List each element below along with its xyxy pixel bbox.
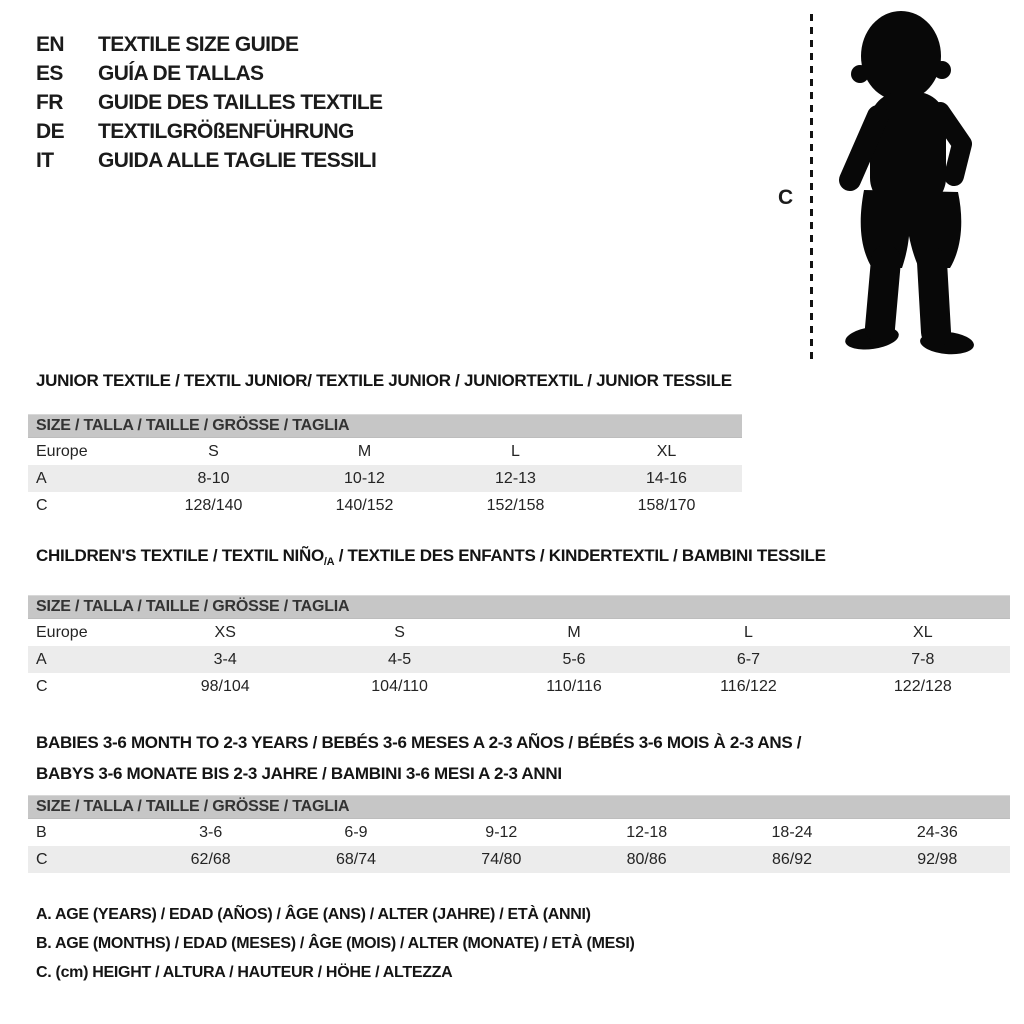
legend-line: C. (cm) HEIGHT / ALTURA / HAUTEUR / HÖHE / ALTEZZA [36,964,453,981]
section-title-line: BABYS 3-6 MONATE BIS 2-3 JAHRE / BAMBINI 3-6 MESI A 2-3 ANNI [36,764,562,783]
section-title-text: CHILDREN'S TEXTILE / TEXTIL NIÑO [36,546,324,565]
size-cell: 6-9 [344,823,368,841]
size-cell: 8-10 [197,469,230,487]
size-cell: 5-6 [562,650,586,668]
table-row [28,646,1010,673]
size-cell: L [511,442,520,460]
size-header-bar: SIZE / TALLA / TAILLE / GRÖSSE / TAGLIA [28,595,1010,619]
size-cell: L [743,623,753,641]
section-babies [28,727,1010,873]
height-measure-label: C [778,186,794,209]
language-title: GUIDA ALLE TAGLIE TESSILI [98,148,377,172]
table-row [28,438,742,465]
section-title-babies [36,727,1010,789]
row-label: C [36,496,48,514]
height-measure-dashed-line [810,14,813,359]
size-cell: XL [913,623,933,641]
size-cell: 116/122 [720,677,777,695]
language-row [36,30,382,59]
table-row [28,492,742,519]
size-cell: 14-16 [646,469,687,487]
row-label: Europe [36,623,88,641]
section-children [28,546,1010,700]
size-table-junior [28,438,742,519]
size-cell: 7-8 [911,650,935,668]
size-cell: 62/68 [190,850,231,868]
language-row [36,117,382,146]
size-cell: 18-24 [771,823,813,841]
row-label: A [36,469,47,487]
table-row [28,673,1010,700]
row-label: A [36,650,47,668]
size-cell: 12-13 [495,469,536,487]
size-cell: 12-18 [626,823,668,841]
row-label: C [36,677,48,695]
table-row [28,465,742,492]
size-cell: 3-4 [213,650,237,668]
language-row [36,146,382,175]
size-table-children [28,619,1010,700]
section-title-line: BABIES 3-6 MONTH TO 2-3 YEARS / BEBÉS 3-6 MESES A 2-3 AÑOS / BÉBÉS 3-6 MOIS À 2-3 ANS / [36,733,802,752]
size-cell: 110/116 [546,677,602,695]
section-title-text: / TEXTILE DES ENFANTS / KINDERTEXTIL / BAMBINI TESSILE [334,546,826,565]
language-row [36,59,382,88]
size-cell: XS [214,623,236,641]
size-cell: 68/74 [335,850,377,868]
language-title: TEXTILE SIZE GUIDE [98,32,299,56]
size-cell: 24-36 [916,823,958,841]
size-cell: 4-5 [388,650,412,668]
size-cell: 6-7 [736,650,760,668]
size-cell: 122/128 [893,677,952,695]
table-row [28,846,1010,873]
size-cell: 128/140 [184,496,243,514]
size-cell: XL [656,442,677,460]
size-cell: 10-12 [344,469,385,487]
section-junior [28,371,742,519]
row-label: C [36,850,48,868]
size-cell: M [357,442,372,460]
measure-legend [36,900,1010,987]
section-title-children [36,546,1010,572]
size-cell: M [567,623,581,641]
size-cell: 92/98 [917,850,958,868]
size-cell: S [394,623,405,641]
section-title-line: JUNIOR TEXTILE / TEXTIL JUNIOR/ TEXTILE JUNIOR / JUNIORTEXTIL / JUNIOR TESSILE [36,371,732,390]
toddler-silhouette-icon [826,8,980,360]
size-table-babies [28,819,1010,873]
size-tables-area [28,371,1010,987]
section-title-junior [36,371,742,391]
size-cell: S [208,442,219,460]
size-header-bar: SIZE / TALLA / TAILLE / GRÖSSE / TAGLIA [28,795,1010,819]
size-cell: 140/152 [335,496,394,514]
size-cell: 98/104 [200,677,250,695]
language-title: GUIDE DES TAILLES TEXTILE [98,90,383,114]
language-title: GUÍA DE TALLAS [98,61,264,85]
language-code: IT [36,148,54,172]
language-code: EN [36,32,64,56]
size-cell: 9-12 [485,823,518,841]
legend-line: A. AGE (YEARS) / EDAD (AÑOS) / ÂGE (ANS) / ALTER (JAHRE) / ETÀ (ANNI) [36,906,591,923]
table-row [28,619,1010,646]
size-cell: 80/86 [626,850,667,868]
size-cell: 104/110 [371,677,428,695]
table-row [28,819,1010,846]
row-label: Europe [36,442,88,460]
language-code: ES [36,61,63,85]
size-cell: 86/92 [771,850,812,868]
size-cell: 3-6 [199,823,223,841]
language-title-block [36,30,382,175]
size-cell: 152/158 [486,496,545,514]
language-code: FR [36,90,63,114]
language-code: DE [36,119,64,143]
size-cell: 158/170 [637,496,696,514]
language-title: TEXTILGRÖßENFÜHRUNG [98,119,354,143]
size-header-bar: SIZE / TALLA / TAILLE / GRÖSSE / TAGLIA [28,414,742,438]
legend-line: B. AGE (MONTHS) / EDAD (MESES) / ÂGE (MOIS) / ALTER (MONATE) / ETÀ (MESI) [36,935,635,952]
size-cell: 74/80 [481,850,522,868]
language-row [36,88,382,117]
row-label: B [36,823,47,841]
section-title-subscript: /A [323,556,335,568]
